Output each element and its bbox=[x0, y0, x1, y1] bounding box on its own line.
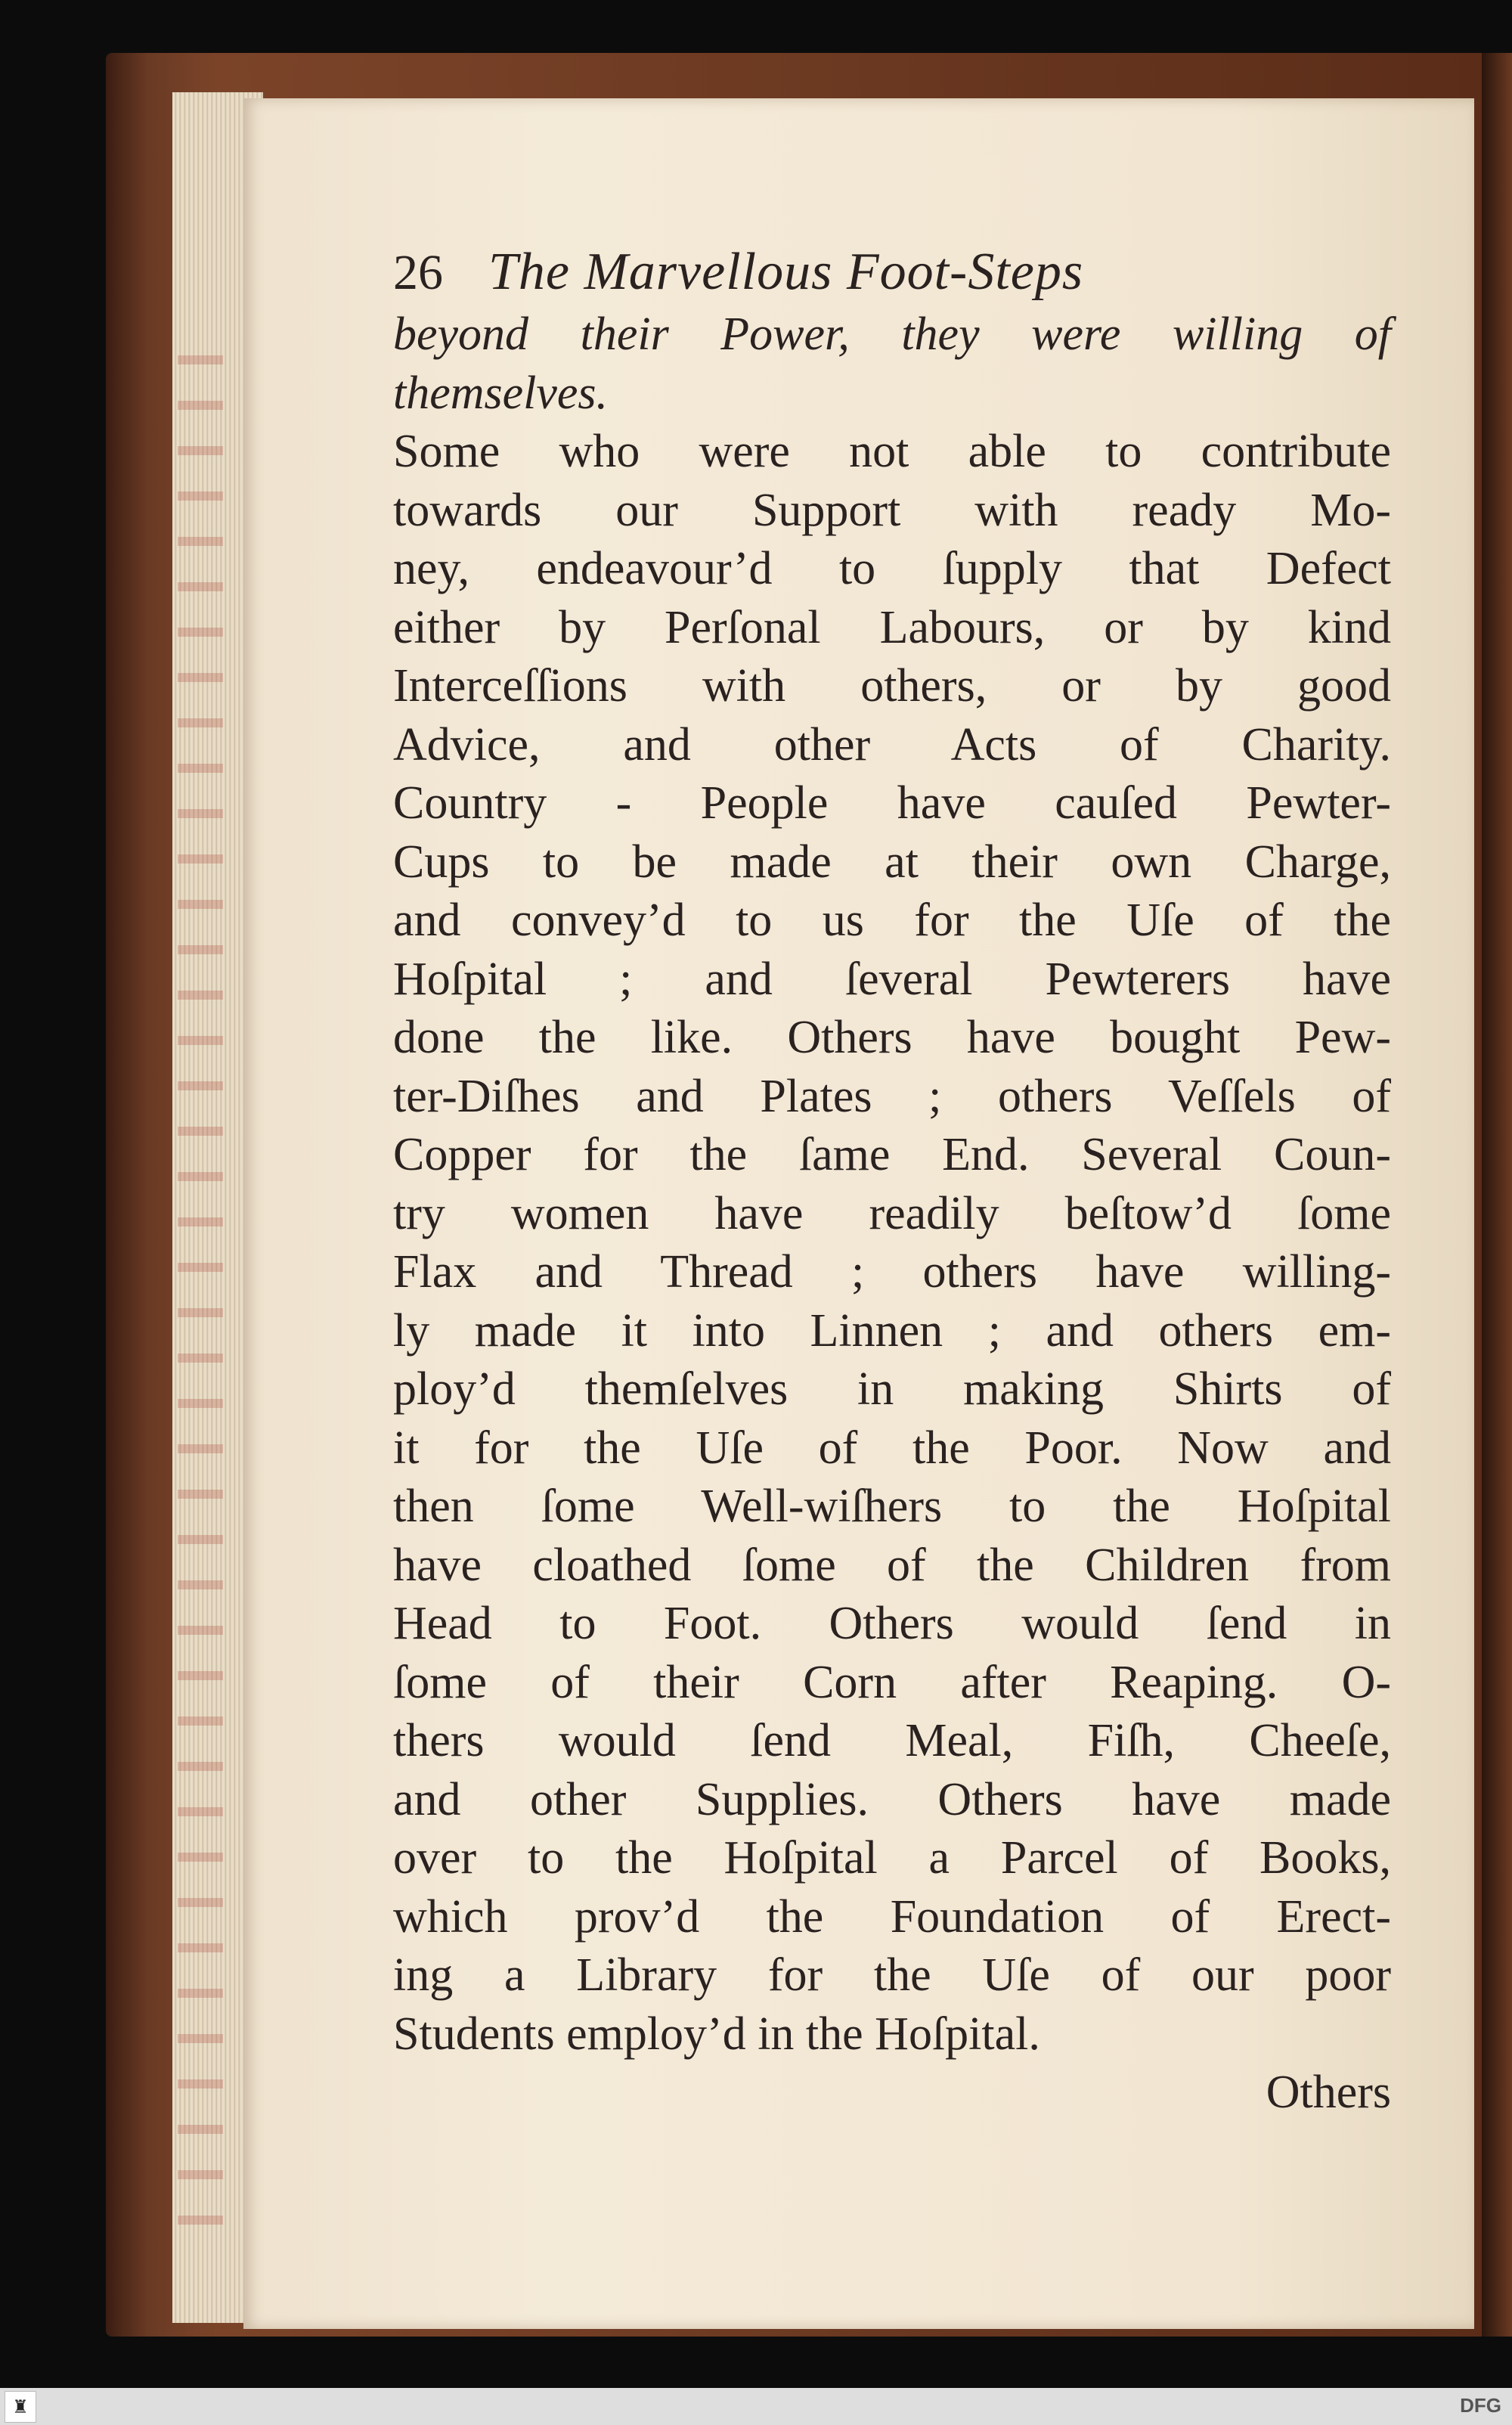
text-lines bbox=[393, 305, 1391, 2064]
text-line: ploy’d themſelves in making Shirts of bbox=[393, 1363, 1391, 1415]
red-edge-stain bbox=[178, 355, 223, 2246]
text-line: done the like. Others have bought Pew- bbox=[393, 1012, 1391, 1063]
text-line: Interceſſions with others, or by good bbox=[393, 660, 1391, 712]
dfg-watermark: DFG bbox=[1460, 2394, 1501, 2417]
book-spine bbox=[1482, 53, 1512, 2337]
text-line: beyond their Power, they were willing of bbox=[393, 309, 1391, 360]
text-line: themselves. bbox=[393, 367, 609, 419]
text-line: have cloathed ſome of the Children from bbox=[393, 1539, 1391, 1591]
text-line: ſome of their Corn after Reaping. O- bbox=[393, 1656, 1391, 1708]
text-line: and convey’d to us for the Uſe of the bbox=[393, 895, 1391, 946]
text-line: towards our Support with ready Mo- bbox=[393, 484, 1391, 536]
running-title: The Marvellous Foot-Steps bbox=[488, 243, 1084, 301]
page-number: 26 bbox=[393, 245, 443, 300]
text-line: either by Perſonal Labours, or by kind bbox=[393, 601, 1391, 653]
text-line: it for the Uſe of the Poor. Now and bbox=[393, 1422, 1391, 1474]
text-line: Copper for the ſame End. Several Coun- bbox=[393, 1129, 1391, 1180]
text-line: ney, endeavour’d to ſupply that Defect bbox=[393, 543, 1391, 594]
text-line: then ſome Well-wiſhers to the Hoſpital bbox=[393, 1481, 1391, 1532]
text-line: Head to Foot. Others would ſend in bbox=[393, 1598, 1391, 1649]
text-line: thers would ſend Meal, Fiſh, Cheeſe, bbox=[393, 1715, 1391, 1766]
text-line: Students employ’d in the Hoſpital. bbox=[393, 2008, 1040, 2060]
text-line: which prov’d the Foundation of Erect- bbox=[393, 1890, 1391, 1943]
text-line: ter-Diſhes and Plates ; others Veſſels of bbox=[393, 1070, 1391, 1122]
page-text bbox=[393, 242, 1391, 2123]
text-line: Cups to be made at their own Charge, bbox=[393, 836, 1391, 888]
text-line: ly made it into Linnen ; and others em- bbox=[393, 1304, 1391, 1357]
text-line: Advice, and other Acts of Charity. bbox=[393, 718, 1391, 771]
catchword: Others bbox=[1266, 2067, 1391, 2118]
running-header bbox=[393, 242, 1391, 302]
text-line: Hoſpital ; and ſeveral Pewterers have bbox=[393, 953, 1391, 1005]
text-line: Some who were not able to contribute bbox=[393, 426, 1391, 477]
text-line: over to the Hoſpital a Parcel of Books, bbox=[393, 1832, 1391, 1884]
text-line: Country - People have cauſed Pewter- bbox=[393, 777, 1391, 829]
text-line: and other Supplies. Others have made bbox=[393, 1773, 1391, 1825]
library-logo-icon: ♜ bbox=[5, 2391, 36, 2423]
text-line: try women have readily beſtow’d ſome bbox=[393, 1187, 1391, 1239]
text-line: Flax and Thread ; others have willing- bbox=[393, 1246, 1391, 1298]
viewer-footer-bar bbox=[0, 2388, 1512, 2425]
text-line: ing a Library for the Uſe of our poor bbox=[393, 1949, 1391, 2001]
